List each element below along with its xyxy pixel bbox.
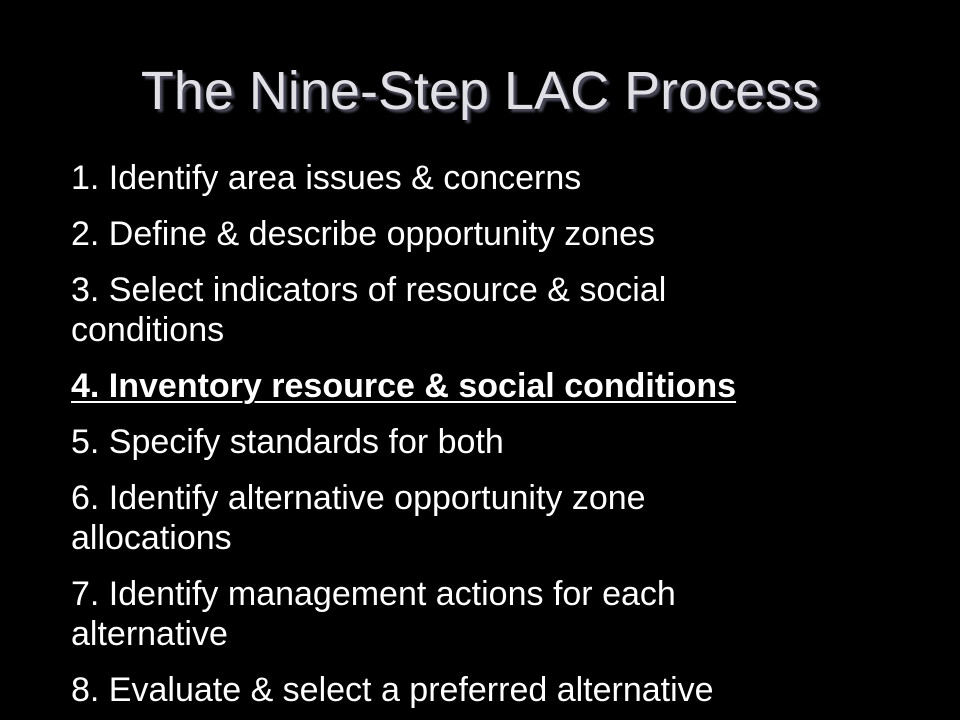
step-list (71, 158, 931, 720)
step-item-4-highlighted (71, 366, 931, 406)
step-6-line-1: 6. Identify alternative opportunity zone (71, 479, 646, 517)
step-7-line-2: alternative (71, 615, 228, 653)
step-3-line-1: 3. Select indicators of resource & social (71, 271, 667, 309)
step-item-1 (71, 158, 931, 198)
step-2-line-1: 2. Define & describe opportunity zones (71, 215, 656, 253)
step-4-line-1: 4. Inventory resource & social conditions (71, 367, 737, 405)
step-8-line-1: 8. Evaluate & select a preferred alternative (71, 671, 714, 709)
step-6-line-2: allocations (71, 519, 232, 557)
step-5-line-1: 5. Specify standards for both (71, 423, 504, 461)
step-3-line-2: conditions (71, 311, 225, 349)
step-item-8 (71, 670, 931, 710)
step-item-7 (71, 574, 931, 654)
step-item-3 (71, 270, 931, 350)
step-7-line-1: 7. Identify management actions for each (71, 575, 676, 613)
step-item-6 (71, 478, 931, 558)
slide-title: The Nine-Step LAC Process (140, 61, 820, 121)
step-item-5 (71, 422, 931, 462)
step-1-line-1: 1. Identify area issues & concerns (71, 159, 582, 197)
step-item-2 (71, 214, 931, 254)
